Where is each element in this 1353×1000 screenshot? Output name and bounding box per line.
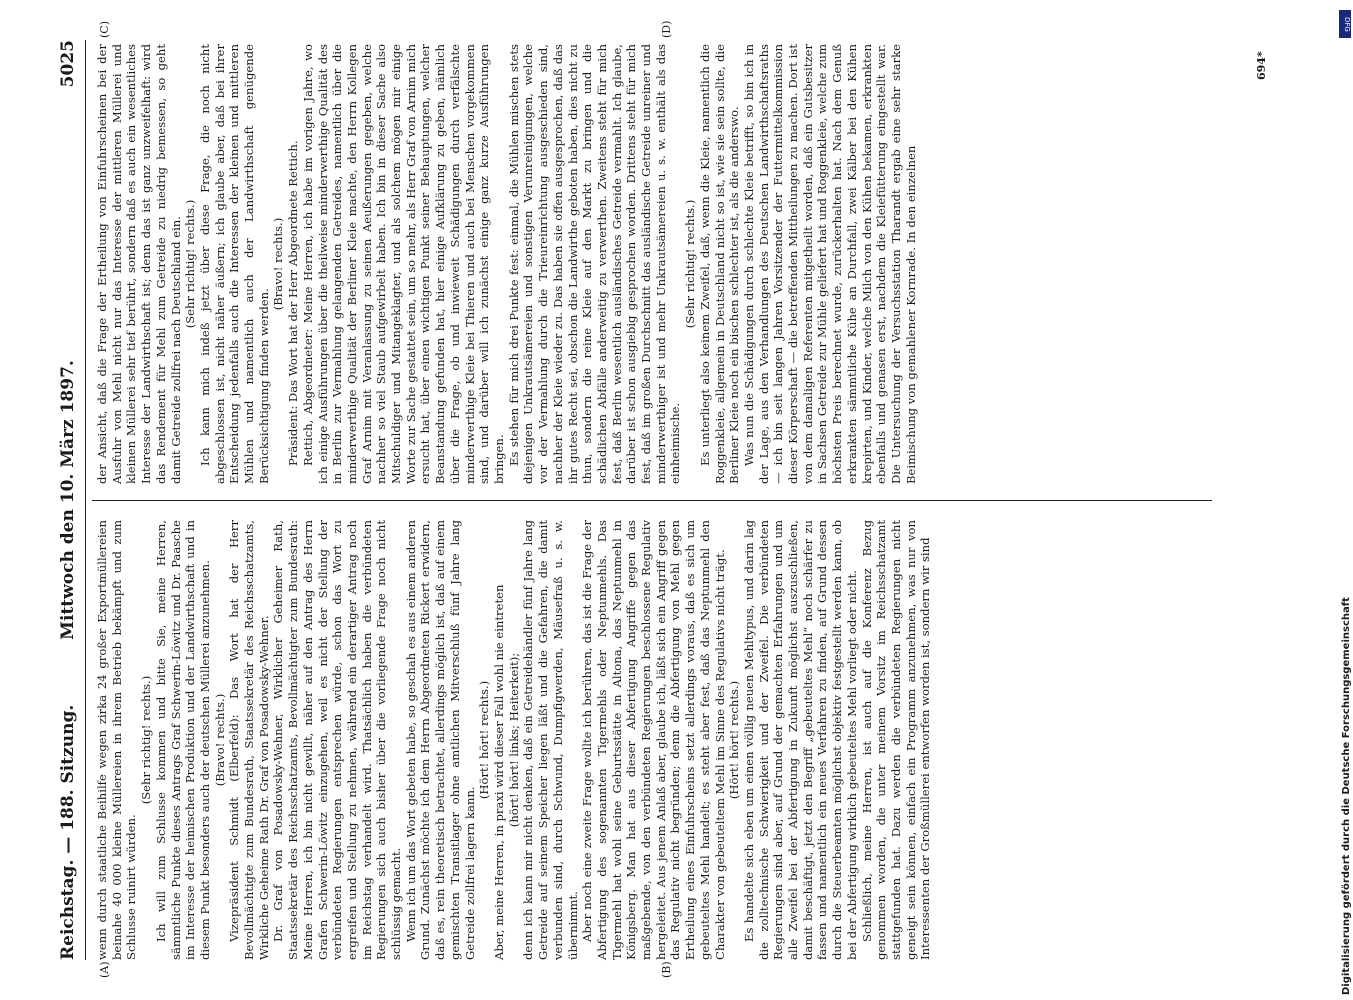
paragraph: (Sehr richtig! rechts.) (183, 199, 198, 329)
paragraph: Es unterliegt also keinem Zweifel, daß, wenn die Kleie, namentlich die Roggenkleie, allgemein in Deutschland nicht so ist, wie sie sein sollte, die Berliner Kleie noch ein bischen schlechter ist, als die anderswo. (697, 44, 742, 484)
paragraph: Präsident: Das Wort hat der Herr Abgeordnete Rettich. (286, 140, 301, 466)
paragraph: (Hört! hört! rechts.) (477, 680, 492, 800)
header-page-number: 5025 (58, 40, 78, 88)
paragraph: (hört! hört! links; Heiterkeit); (506, 652, 521, 828)
paragraph: Ich will zum Schlusse kommen und bitte Sie, meine Herren, sämmtliche Punkte dieses Antrags Graf Schwerin-Löwitz und Dr. Paasche im Interesse der heimischen Produktion und der Landwirthschaft und in diesem Punkt besonders auch der deutschen Müllerei anzunehmen. (153, 520, 212, 960)
paragraph: Dr. Graf von Posadowsky-Wehner, Wirklicher Geheimer Rath, Staatssekretär des Reichsschatzamts, Bevollmächtigter zum Bundesrath: Meine Herren, ich bin nicht gewillt, näher auf den Antrag des Herrn Grafen Schwerin-Löwitz einzugehen, weil es nicht der Stellung der verbündeten Regierungen entsprechen würde, schon das Wort zu ergreifen und Stellung zu nehmen, während ein derartiger Antrag noch im Reichstag verhandelt wird. Thatsächlich haben die verbündeten Regierungen sich auch bisher über die vorliegende Frage noch nicht schlüssig gemacht. (271, 520, 404, 960)
paragraph: Es handelte sich eben um einen völlig neuen Mehltypus, und darin lag die zolltechnische Schwierigkeit und der Zweifel. Die verbündeten Regierungen sind aber, auf Grund der gemachten Erfahrungen und um alle Zweifel bei der Abfertigung in Zukunft möglichst auszuschließen, damit beschäftigt, jetzt den Begriff „gebeuteltes Mehl“ noch schärfer zu fassen und namentlich ein neues Verfahren zu finden, auf Grund dessen durch die Steuerbeamten möglichst objektiv festgestellt werden kann, ob bei der Abfertigung wirklich gebeuteltes Mehl vorliegt oder nicht. (741, 520, 859, 960)
digitization-credit: Digitalisierung gefördert durch die Deutsche Forschungsgemeinschaft (1341, 597, 1352, 995)
paragraph: denn ich kann mir nicht denken, daß ein Getreidehändler fünf Jahre lang Getreide auf seinem Speicher liegen läßt und die Gefahren, die damit verbunden sind, durch Schwund, Dumpfigwerden, Mäusefraß u. s. w. übernimmt. (521, 520, 580, 960)
paragraph: Wenn ich um das Wort gebeten habe, so geschah es aus einem anderen Grund. Zunächst möchte ich dem Herrn Abgeordneten Rickert erwidern, daß es, rein theoretisch betrachtet, allerdings möglich ist, daß auf einem gemischten Transitlager ohne amtlichen Mitverschluß fünf Jahre lang Getreide zollfrei lagern kann. (403, 520, 477, 960)
paragraph: wenn durch staatliche Beihilfe wegen zirka 24 großer Exportmüllereien beinahe 40 000 kleine Müllereien in ihrem Betrieb bekämpft und zum Schlusse ruinirt würden. (95, 520, 139, 960)
paragraph: Rettich, Abgeordneter: Meine Herren, ich habe im vorigen Jahre, wo ich einige Ausführungen über die theilweise minderwerthige Qualität des in Berlin zur Vermahlung gelangenden Getreides, namentlich über die minderwerthige Qualität der Berliner Kleie machte, den Herrn Kollegen Graf Arnim mit Veranlassung zu seinen Aeußerungen gegeben, welche nachher so viel Staub aufgewirbelt haben. Ich bin in dieser Sache also Mitschuldiger und Mitangeklagter, und als solchem mögen mir einige Worte zur Sache gestattet sein, um so mehr, als Herr Graf von Arnim mich ersucht hat, über einen wichtigen Punkt seiner Behauptungen, welcher Beanstandung gefunden hat, hier einige Aufklärung zu geben, nämlich über die Frage, ob und inwieweit Schädigungen durch verfälschte minderwerthige Kleie bei Thieren und auch bei Menschen vorgekommen sind, und darüber will ich zunächst einige ganz kurze Ausführungen bringen. (300, 44, 506, 484)
paragraph: Was nun die Schädigungen durch schlechte Kleie betrifft, so bin ich in der Lage, aus den Verhandlungen des Deutschen Landwirthschaftsraths — ich bin seit langen Jahren Vorsitzender der Futtermittelkommission dieser Körperschaft — die betreffenden Mittheilungen zu machen. Dort ist von dem damaligen Referenten mitgetheilt worden, daß ein Gutsbesitzer in Sachsen Getreide zur Mühle geliefert hat und Roggenkleie, welche zum höchsten Preis berechnet wurde, zurückerhalten hat. Nach dem Genuß erkrankten sämmtliche Kühe an Durchfall, zwei Kälber bei den Kühen krepirten, und Kinder, welche Milch von den Kühen bekamen, erkrankten ebenfalls und genasen erst, nachdem die Kleiefütterung eingestellt war. Die Untersuchung der Versuchsstation Tharandt ergab eine sehr starke Beimischung von gemahlener Kornrade. In den einzelnen (741, 44, 918, 484)
paragraph: (Sehr richtig! rechts.) (683, 199, 698, 329)
left-column (95, 520, 933, 960)
paragraph: Aber, meine Herren, in praxi wird dieser Fall wohl nie eintreten (491, 584, 506, 960)
marker-d: (D) (660, 20, 673, 38)
page-header (58, 40, 82, 960)
dfg-logo: DFG (1339, 10, 1351, 38)
paragraph: (Sehr richtig! rechts.) (139, 675, 154, 805)
paragraph: Aber noch eine zweite Frage wollte ich berühren, das ist die Frage der Abfertigung des sogenannten Tigermehls oder Neptunmehls. Das Tigermehl hat wohl seine Geburtsstätte in Altona, das Neptunmehl in Königsberg. Man hat aus dieser Abfertigung Angriffe gegen das maßgebende, von den verbündeten Regierungen beschlossene Regulativ hergeleitet. Aus jenem Anlaß aber, glaube ich, läßt sich ein Angriff gegen das Regulativ nicht begründen; denn die Abfertigung von Mehl gegen Ertheilung eines Einfuhrscheins setzt allerdings voraus, daß es sich um gebeuteltes Mehl handelt; es steht aber fest, daß das Neptunmehl den Charakter von gebeuteltem Mehl im Sinne des Regulativs nicht trägt. (580, 520, 727, 960)
column-divider (92, 500, 1212, 501)
marker-c: (C) (98, 21, 111, 38)
marker-a: (A) (98, 961, 111, 978)
paragraph: Ich kann mich indeß jetzt über diese Frage, die noch nicht abgeschlossen ist, nicht näher äußern; ich glaube aber, daß bei ihrer Entscheidung jedenfalls auch die Interessen der kleinen und mittleren Mühlen und namentlich auch der Landwirthschaft genügende Berücksichtigung finden werden. (197, 44, 271, 484)
paragraph: Es stehen für mich drei Punkte fest: einmal, die Mühlen mischen stets diejenigen Unkrautsämereien und sonstigen Verunreinigungen, welche vor der Vermahlung durch die Trieureinrichtung ausgeschieden sind, nachher der Kleie wieder zu. Das haben sie offen ausgesprochen, daß das ihr gutes Recht sei, obschon die Landwirthe geboten haben, dies nicht zu thun, sondern die reine Kleie auf den Markt zu bringen und die schädlichen Abfälle anderweitig zu verwerthen. Zweitens steht für mich fest, daß Berlin wesentlich ausländisches Getreide vermahlt. Ich glaube, darüber ist schon ausgiebig gesprochen worden. Drittens steht für mich fest, daß im großen Durchschnitt das ausländische Getreide unreiner und minderwerthiger ist und mehr Unkrautsämereien u. s. w. enthält als das einheimische. (506, 44, 683, 484)
signature-mark: 694* (1255, 51, 1268, 80)
paragraph: der Ansicht, daß die Frage der Ertheilung von Einfuhrscheinen bei der Ausfuhr von Mehl nicht nur das Interesse der mittleren Müllerei und kleinen Müllerei sehr tief berührt, sondern daß es auch ein wesentliches Interesse der Landwirthschaft ist; denn das ist ganz unzweifelhaft: wird das Rendement für Mehl zum Getreide zu niedrig bemessen, so geht damit Getreide zollfrei nach Deutschland ein. (95, 44, 183, 484)
paragraph: (Bravo! rechts.) (212, 693, 227, 787)
paragraph: (Hört! hört! rechts.) (727, 680, 742, 800)
marker-b: (B) (660, 961, 673, 978)
right-column (95, 44, 918, 484)
header-rule (85, 40, 86, 960)
paragraph: Schließlich, meine Herren, ist auch auf die Konferenz Bezug genommen worden, die unter meinem Vorsitz im Reichsschatzamt stattgefunden hat. Dazu werden die verbündeten Regierungen nicht geneigt sein können, einfach ein Programm anzunehmen, was nur von Interessenten der Großmüllerei entworfen worden ist, sondern wir sind (859, 520, 933, 960)
paragraph: Vizepräsident Schmidt (Elberfeld): Das Wort hat der Herr Bevollmächtigte zum Bundesrath, Staatssekretär des Reichsschatzamts, Wirkliche Geheime Rath Dr. Graf von Posadowsky-Wehner. (227, 520, 271, 960)
header-date: Mittwoch den 10. März 1897. (58, 360, 78, 640)
header-session: Reichstag. — 188. Sitzung. (58, 704, 78, 960)
paragraph: (Bravo! rechts.) (271, 217, 286, 311)
